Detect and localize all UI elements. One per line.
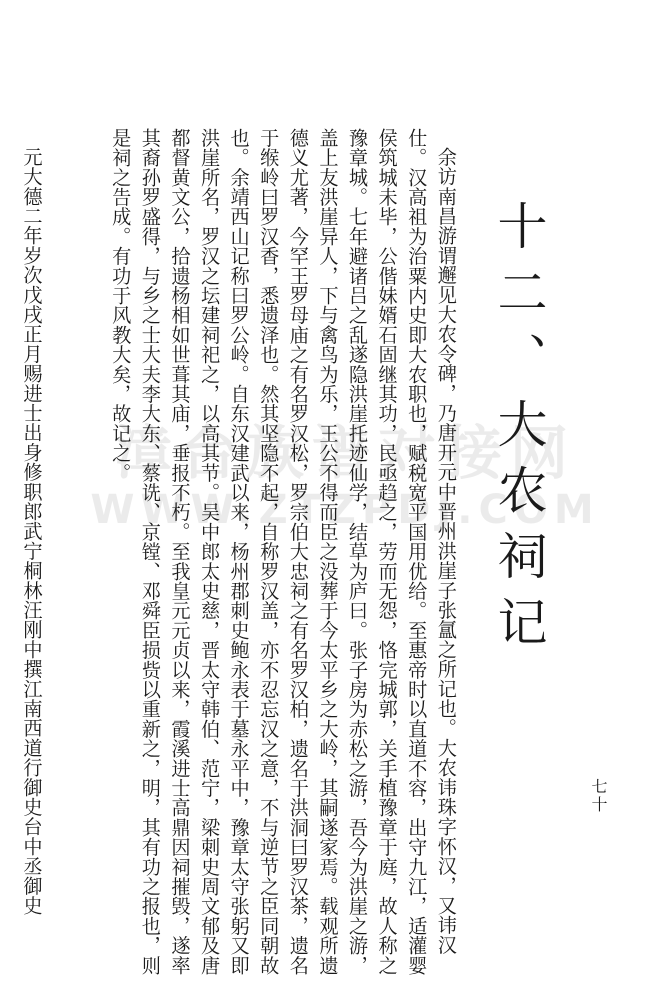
dateline: 元大德二年岁次戊戌正月赐进士出身修职郎武宁桐林汪刚中撰江南西道行御史台中丞御史	[20, 147, 44, 916]
body-paragraph: 余访南昌游谓邂见大农令碑，乃唐开元中晋州洪崖子张氲之所记也。大农讳珠字怀汉，又讳汉仕。汉高祖为治粟内史即大农职也，赋税宽平国用优给。至惠帝时以直道不容，出守九江，适灌婴侯筑城未毕，公偕妹婿石固继其功，民亟趋之，劳而无怨，恪完城郭，关手植豫章于庭，故人称之豫章城。七年避诸吕之乱遂隐洪崖托迹仙学，结草为庐曰。张子房为赤松之游，吾今为洪崖之游，盖上友洪崖异人，下与禽鸟为乐，王公不得而臣之没葬于今太平乡之大岭，其嗣遂家焉。载观所遗德义尤著，今罕王罗母庙之有名罗汉松，罗宗伯大忠祠之有名罗汉柏，遗名于洪洞曰罗汉茶，遗名于缑岭曰罗汉香，悉遗泽也。然其坚隐不起，自称罗汉盖，亦不忍忘汉之意，不与逆节之臣同朝故也。余靖西山记称曰罗公岭。自东汉建武以来，杨州郡刺史鲍永表于墓永平中，豫章太守张躬又即洪崖所名，罗汉之坛建祠祀之，以高其节。吴中郎太史慈，晋太守韩伯、范宁，梁刺史周文郁及唐都督黄文公，拾遗杨相如世葺其庙，垂报不朽。至我皇元元贞以来，霞溪进士高鼎因祠摧毁，遂率其裔孙罗盛得，与乡之士大夫李大东、蔡诜、京镗、邓舜臣损赀以重新之，明，其有功之报也，则是祠之告成。有功于风教大矣，故记之。	[109, 128, 458, 976]
watermark-chinese: 漳台族谱对接网	[113, 419, 576, 487]
page-title: 十二、大农祠记	[489, 200, 548, 662]
body-text	[0, 128, 520, 978]
page-number: 七十	[589, 778, 608, 814]
watermark-url: WWW.ZTZPDJ.COM	[90, 487, 600, 533]
